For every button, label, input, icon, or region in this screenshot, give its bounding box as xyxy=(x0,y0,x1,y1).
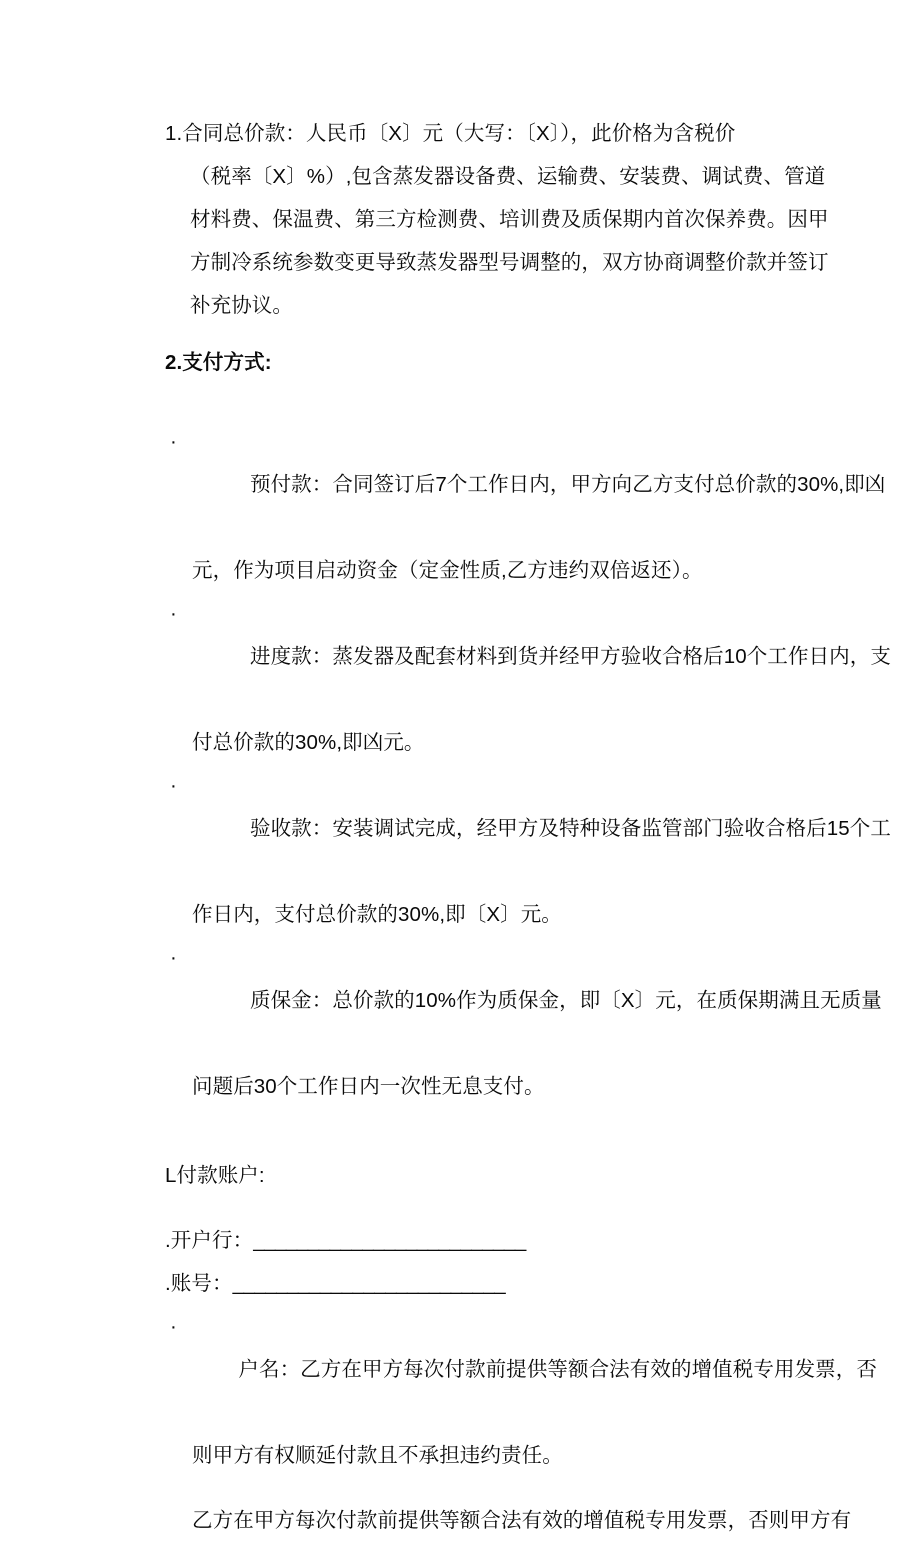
bullet-text-line-1: 户名：乙方在甲方每次付款前提供等额合法有效的增值税专用发票，否 xyxy=(238,1358,877,1381)
account-field-bank-label: .开户行： xyxy=(165,1229,254,1252)
spacer-after-account-heading xyxy=(0,1197,920,1219)
list-item-warranty-deposit xyxy=(0,936,920,1108)
bullet-row xyxy=(0,1305,920,1434)
clause-2-heading: 2.支付方式: xyxy=(165,351,272,374)
bullet-row xyxy=(0,592,920,721)
clause-1-line-2: （税率〔X〕%）,包含蒸发器设备费、运输费、安装费、调试费、管道 xyxy=(190,165,826,188)
bullet-text-line-1: 预付款：合同签订后7个工作日内，甲方向乙方支付总价款的30%,即凶 xyxy=(249,473,886,496)
bullet-text-line-1: 质保金：总价款的10%作为质保金，即〔X〕元，在质保期满且无质量 xyxy=(249,989,882,1012)
account-field-bank xyxy=(0,1219,920,1262)
account-field-number-label: .账号： xyxy=(165,1272,233,1295)
bullet-text-line-1: 进度款：蒸发器及配套材料到货并经甲方验收合格后10个工作日内，支 xyxy=(249,645,891,668)
spacer-before-trailing-paragraph xyxy=(0,1477,920,1499)
bullet-text-line-2: 付总价款的30%,即凶元。 xyxy=(192,731,425,754)
clause-1-line-3: 材料费、保温费、第三方检测费、培训费及质保期内首次保养费。因甲 xyxy=(190,208,829,231)
bullet-dot-icon: · xyxy=(170,602,177,625)
payment-bullet-list xyxy=(0,420,920,1108)
account-field-number-blank[interactable]: _________________________ xyxy=(232,1272,506,1295)
list-item-prepayment xyxy=(0,420,920,592)
bullet-row xyxy=(0,936,920,1065)
bullet-dot-icon: · xyxy=(170,946,177,969)
list-item-progress-payment xyxy=(0,592,920,764)
account-field-number xyxy=(0,1262,920,1305)
spacer-before-account-section xyxy=(0,1108,920,1154)
bullet-row xyxy=(0,764,920,893)
list-item-acceptance-payment xyxy=(0,764,920,936)
spacer-after-clause-2-heading xyxy=(0,384,920,420)
clause-item-1 xyxy=(0,112,920,327)
bullet-text-line-2: 元，作为项目启动资金（定金性质,乙方违约双倍返还）。 xyxy=(192,559,703,582)
bullet-text-line-2: 作日内，支付总价款的30%,即〔X〕元。 xyxy=(192,903,562,926)
list-item-invoice xyxy=(0,1305,920,1477)
top-margin-spacer xyxy=(0,0,920,112)
trailing-paragraph-line-1: 乙方在甲方每次付款前提供等额合法有效的增值税专用发票，否则甲方有 xyxy=(192,1509,852,1532)
bullet-text-line-2: 则甲方有权顺延付款且不承担违约责任。 xyxy=(192,1444,563,1467)
bullet-dot-icon: · xyxy=(170,774,177,797)
spacer-after-clause-1 xyxy=(0,327,920,341)
bullet-text-line-1: 验收款：安装调试完成，经甲方及特种设备监管部门验收合格后15个工 xyxy=(249,817,891,840)
account-field-bank-blank[interactable]: _________________________ xyxy=(253,1229,526,1252)
bullet-text-line-2: 问题后30个工作日内一次性无息支付。 xyxy=(192,1075,545,1098)
clause-1-line-4: 方制冷系统参数变更导致蒸发器型号调整的，双方协商调整价款并签订 xyxy=(190,251,829,274)
bullet-dot-icon: · xyxy=(170,1315,177,1338)
clause-1-line-5: 补充协议。 xyxy=(190,294,293,317)
account-section-heading: L付款账户: xyxy=(165,1164,265,1187)
bullet-row xyxy=(0,420,920,549)
bullet-dot-icon: · xyxy=(170,430,177,453)
clause-1-line-1: 1.合同总价款：人民币〔X〕元（大写：〔X〕），此价格为含税价 xyxy=(165,122,736,145)
